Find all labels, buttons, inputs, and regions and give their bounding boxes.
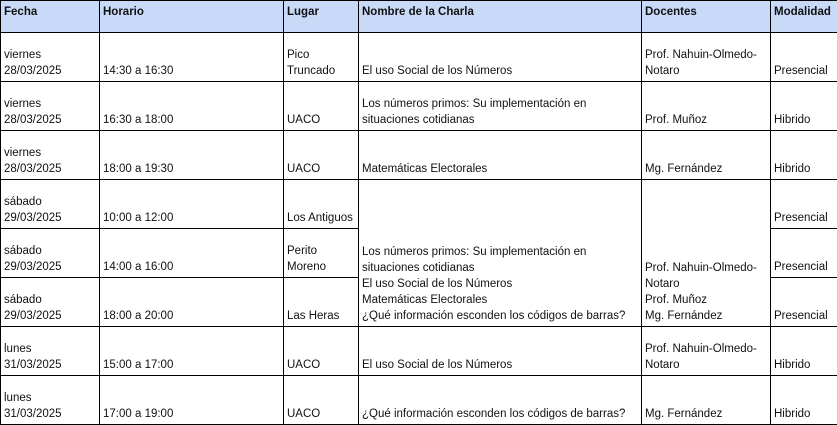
cell-modalidad[interactable]: Presencial [771, 229, 837, 278]
cell-docentes[interactable] [642, 82, 771, 131]
cell-fecha-day: sábado [4, 292, 96, 308]
cell-lugar[interactable] [284, 82, 359, 131]
cell-fecha[interactable] [1, 33, 100, 82]
cell-docentes[interactable] [642, 131, 771, 180]
cell-charla-line: Los números primos: Su implementación en [362, 96, 638, 112]
cell-fecha-date: 28/03/2025 [4, 161, 96, 177]
cell-fecha-day: viernes [4, 96, 96, 112]
cell-charla-line: Matemáticas Electorales [362, 161, 638, 177]
cell-docentes[interactable] [642, 376, 771, 425]
cell-charla-line: situaciones cotidianas [362, 260, 638, 276]
header-row [1, 1, 837, 33]
cell-modalidad[interactable]: Presencial [771, 33, 837, 82]
cell-fecha-day: lunes [4, 341, 96, 357]
cell-fecha[interactable] [1, 278, 100, 327]
cell-horario[interactable]: 14:30 a 16:30 [100, 33, 284, 82]
cell-fecha[interactable] [1, 229, 100, 278]
cell-fecha-date: 28/03/2025 [4, 112, 96, 128]
cell-horario[interactable]: 14:00 a 16:00 [100, 229, 284, 278]
header-fecha[interactable]: Fecha [1, 1, 100, 33]
cell-lugar-line: Las Heras [287, 308, 355, 324]
cell-charla-line: Los números primos: Su implementación en [362, 244, 638, 260]
header-modalidad[interactable]: Modalidad [771, 1, 837, 33]
cell-lugar-line: Pico [287, 47, 355, 63]
cell-horario[interactable]: 16:30 a 18:00 [100, 82, 284, 131]
cell-modalidad[interactable]: Presencial [771, 278, 837, 327]
table-row [1, 376, 837, 425]
cell-charla[interactable] [359, 376, 642, 425]
cell-docentes-line: Mg. Fernández [645, 406, 767, 422]
cell-lugar[interactable] [284, 229, 359, 278]
cell-lugar-line: Los Antiguos [287, 210, 355, 226]
cell-horario[interactable]: 15:00 a 17:00 [100, 327, 284, 376]
cell-modalidad[interactable]: Hibrido [771, 131, 837, 180]
cell-lugar[interactable] [284, 278, 359, 327]
cell-lugar-line: UACO [287, 406, 355, 422]
table-row [1, 180, 837, 229]
header-lugar[interactable]: Lugar [284, 1, 359, 33]
cell-lugar[interactable] [284, 327, 359, 376]
cell-docentes-line: Notaro [645, 63, 767, 79]
cell-fecha-date: 31/03/2025 [4, 357, 96, 373]
cell-lugar-line: Perito [287, 243, 355, 259]
cell-docentes-line: Mg. Fernández [645, 308, 767, 324]
cell-modalidad[interactable]: Hibrido [771, 327, 837, 376]
cell-charla-line: Matemáticas Electorales [362, 292, 638, 308]
cell-lugar-line: UACO [287, 112, 355, 128]
cell-lugar-line: UACO [287, 357, 355, 373]
cell-fecha-date: 29/03/2025 [4, 308, 96, 324]
cell-fecha[interactable] [1, 82, 100, 131]
cell-charla-line: El uso Social de los Números [362, 63, 638, 79]
cell-charla[interactable] [359, 131, 642, 180]
cell-lugar[interactable] [284, 131, 359, 180]
cell-charla[interactable] [359, 82, 642, 131]
cell-docentes-line: Prof. Nahuin-Olmedo- [645, 341, 767, 357]
cell-horario[interactable]: 10:00 a 12:00 [100, 180, 284, 229]
cell-docentes-line: Prof. Nahuin-Olmedo- [645, 47, 767, 63]
cell-modalidad[interactable]: Presencial [771, 180, 837, 229]
cell-lugar-line: Moreno [287, 259, 355, 275]
cell-fecha[interactable] [1, 180, 100, 229]
cell-docentes[interactable] [642, 327, 771, 376]
cell-charla-merged[interactable] [359, 180, 642, 327]
cell-charla-line: ¿Qué información esconden los códigos de barras? [362, 406, 638, 422]
cell-lugar-line: Truncado [287, 63, 355, 79]
cell-horario[interactable]: 18:00 a 19:30 [100, 131, 284, 180]
cell-lugar[interactable] [284, 376, 359, 425]
cell-fecha-date: 28/03/2025 [4, 63, 96, 79]
cell-docentes-line: Notaro [645, 357, 767, 373]
cell-charla-line: El uso Social de los Números [362, 276, 638, 292]
cell-docentes-line: Notaro [645, 276, 767, 292]
cell-charla-line: El uso Social de los Números [362, 357, 638, 373]
cell-lugar[interactable] [284, 33, 359, 82]
cell-horario[interactable]: 17:00 a 19:00 [100, 376, 284, 425]
cell-lugar-line: UACO [287, 161, 355, 177]
cell-docentes[interactable] [642, 33, 771, 82]
header-docentes[interactable]: Docentes [642, 1, 771, 33]
table-row [1, 327, 837, 376]
cell-fecha-day: sábado [4, 194, 96, 210]
cell-fecha-date: 29/03/2025 [4, 210, 96, 226]
table-row [1, 82, 837, 131]
cell-charla-line: ¿Qué información esconden los códigos de barras? [362, 308, 638, 324]
header-horario[interactable]: Horario [100, 1, 284, 33]
cell-fecha-day: sábado [4, 243, 96, 259]
cell-fecha-day: viernes [4, 47, 96, 63]
cell-fecha[interactable] [1, 376, 100, 425]
cell-docentes-line: Mg. Fernández [645, 161, 767, 177]
cell-modalidad[interactable]: Hibrido [771, 376, 837, 425]
cell-docentes-line: Prof. Nahuin-Olmedo- [645, 260, 767, 276]
cell-docentes-line: Prof. Muñoz [645, 292, 767, 308]
cell-fecha-day: viernes [4, 145, 96, 161]
cell-fecha-date: 29/03/2025 [4, 259, 96, 275]
cell-modalidad[interactable]: Hibrido [771, 82, 837, 131]
cell-horario[interactable]: 18:00 a 20:00 [100, 278, 284, 327]
table-row [1, 131, 837, 180]
cell-docentes-line: Prof. Muñoz [645, 112, 767, 128]
cell-fecha-day: lunes [4, 390, 96, 406]
cell-charla-line: situaciones cotidianas [362, 112, 638, 128]
cell-fecha[interactable] [1, 327, 100, 376]
table-row [1, 33, 837, 82]
cell-docentes-merged[interactable] [642, 180, 771, 327]
cell-fecha[interactable] [1, 131, 100, 180]
cell-charla[interactable] [359, 33, 642, 82]
header-charla[interactable]: Nombre de la Charla [359, 1, 642, 33]
cell-charla[interactable] [359, 327, 642, 376]
cell-fecha-date: 31/03/2025 [4, 406, 96, 422]
cell-lugar[interactable] [284, 180, 359, 229]
